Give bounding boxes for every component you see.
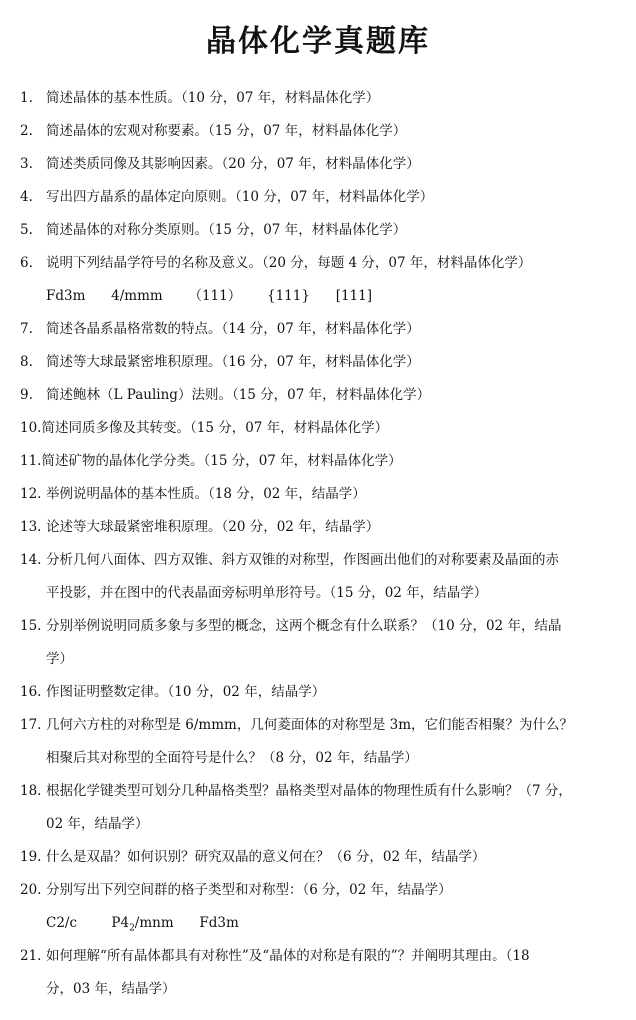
question-19 [20, 841, 618, 874]
question-5 [20, 214, 618, 247]
space-group-subscript: 2 [129, 923, 135, 934]
space-group-item: Fd3m [199, 915, 239, 931]
question-text-line-2: 分，03 年，结晶学） [46, 981, 176, 997]
question-12 [20, 478, 618, 511]
question-10 [20, 412, 618, 445]
question-1 [20, 82, 618, 115]
symbol-item: 4/mmm [111, 288, 163, 304]
question-text: 作图证明整数定律。（10 分，02 年，结晶学） [46, 684, 326, 700]
question-18 [20, 775, 618, 808]
question-11 [20, 445, 618, 478]
question-text-line-2: 相聚后其对称型的全面符号是什么？（8 分，02 年，结晶学） [46, 750, 418, 766]
question-text: 简述各晶系晶格常数的特点。（14 分，07 年，材料晶体化学） [46, 321, 420, 337]
question-text-line-1: 根据化学键类型可划分几种晶格类型？晶格类型对晶体的物理性质有什么影响？（7 分， [46, 783, 572, 799]
symbol-item: Fd3m [46, 288, 86, 304]
question-number: 5. [20, 222, 33, 238]
question-number: 4. [20, 189, 33, 205]
question-text: 简述同质多像及其转变。（15 分，07 年，材料晶体化学） [41, 420, 389, 436]
question-number: 13. [20, 519, 42, 535]
question-text: 举例说明晶体的基本性质。（18 分，02 年，结晶学） [46, 486, 366, 502]
question-number: 21. [20, 948, 42, 964]
question-13 [20, 511, 618, 544]
space-group-prefix: P4 [111, 915, 130, 931]
question-6 [20, 247, 618, 280]
question-15-continuation [20, 643, 618, 676]
question-4 [20, 181, 618, 214]
question-text-line-1: 如何理解“所有晶体都具有对称性”及“晶体的对称是有限的”？并阐明其理由。（18 [46, 948, 530, 964]
question-3 [20, 148, 618, 181]
question-text: 简述晶体的宏观对称要素。（15 分，07 年，材料晶体化学） [46, 123, 407, 139]
question-17-continuation [20, 742, 618, 775]
question-text: 论述等大球最紧密堆积原理。（20 分，02 年，结晶学） [46, 519, 380, 535]
question-number: 16. [20, 684, 42, 700]
question-number: 11. [20, 453, 42, 469]
question-text-line-1: 分析几何八面体、四方双锥、斜方双锥的对称型，作图画出他们的对称要素及晶面的赤 [46, 552, 559, 568]
question-text-line-1: 几何六方柱的对称型是 6/mmm，几何菱面体的对称型是 3m，它们能否相聚？为什么？ [46, 717, 574, 733]
symbol-item: （111） [188, 288, 242, 304]
question-text: 简述类质同像及其影响因素。（20 分，07 年，材料晶体化学） [46, 156, 420, 172]
symbol-item: {111} [266, 288, 310, 304]
question-14-continuation [20, 577, 618, 610]
question-text: 简述鲍林（L Pauling）法则。（15 分，07 年，材料晶体化学） [46, 387, 431, 403]
question-text: 简述晶体的基本性质。（10 分，07 年，材料晶体化学） [46, 90, 380, 106]
question-number: 14. [20, 552, 42, 568]
question-text-line-1: 分别举例说明同质多象与多型的概念，这两个概念有什么联系？（10 分，02 年，结晶 [46, 618, 562, 634]
question-number: 2. [20, 123, 33, 139]
space-group-item [111, 915, 174, 934]
question-7 [20, 313, 618, 346]
question-18-continuation [20, 808, 618, 841]
question-number: 18. [20, 783, 42, 799]
symbol-list [46, 280, 372, 313]
question-text: 简述等大球最紧密堆积原理。（16 分，07 年，材料晶体化学） [46, 354, 420, 370]
question-8 [20, 346, 618, 379]
question-text: 说明下列结晶学符号的名称及意义。（20 分，每题 4 分，07 年，材料晶体化学） [46, 255, 532, 271]
question-text: 写出四方晶系的晶体定向原则。（10 分，07 年，材料晶体化学） [46, 189, 434, 205]
question-text-line-2: 平投影，并在图中的代表晶面旁标明单形符号。（15 分，02 年，结晶学） [46, 585, 488, 601]
question-15 [20, 610, 618, 643]
question-number: 10. [20, 420, 42, 436]
question-number: 17. [20, 717, 42, 733]
question-text-line-2: 02 年，结晶学） [46, 816, 149, 832]
question-number: 7. [20, 321, 33, 337]
question-text: 什么是双晶？如何识别？研究双晶的意义何在？（6 分，02 年，结晶学） [46, 849, 486, 865]
question-number: 15. [20, 618, 42, 634]
question-number: 19. [20, 849, 42, 865]
question-number: 20. [20, 882, 42, 898]
question-text: 简述矿物的晶体化学分类。（15 分，07 年，材料晶体化学） [41, 453, 402, 469]
question-21 [20, 940, 618, 973]
space-group-item: C2/c [46, 915, 78, 931]
question-number: 12. [20, 486, 42, 502]
space-group-suffix: /mnm [134, 915, 174, 931]
question-number: 3. [20, 156, 33, 172]
question-number: 8. [20, 354, 33, 370]
question-number: 1. [20, 90, 33, 106]
question-2 [20, 115, 618, 148]
question-16 [20, 676, 618, 709]
question-9 [20, 379, 618, 412]
question-number: 6. [20, 255, 33, 271]
question-14 [20, 544, 618, 577]
question-number: 9. [20, 387, 33, 403]
question-20 [20, 874, 618, 907]
question-17 [20, 709, 618, 742]
question-21-continuation [20, 973, 618, 1006]
question-text: 简述晶体的对称分类原则。（15 分，07 年，材料晶体化学） [46, 222, 407, 238]
page-title: 晶体化学真题库 [206, 24, 430, 59]
question-text: 分别写出下列空间群的格子类型和对称型：（6 分，02 年，结晶学） [46, 882, 452, 898]
question-text-line-2: 学） [46, 651, 73, 667]
symbol-item: [111] [335, 288, 372, 304]
